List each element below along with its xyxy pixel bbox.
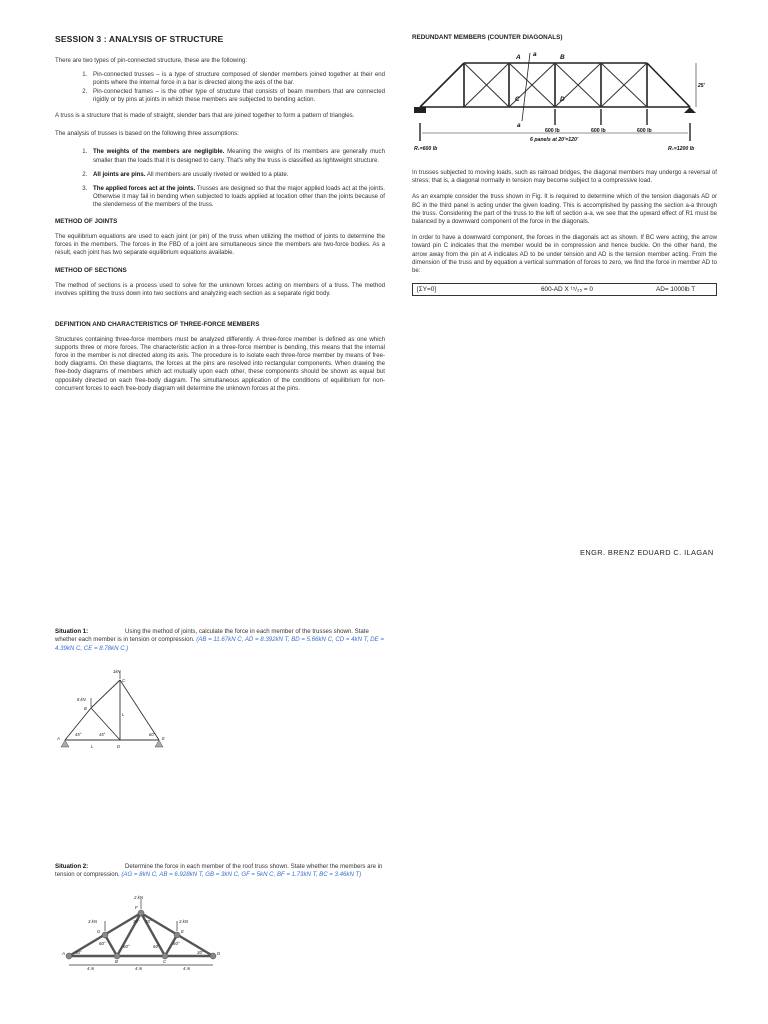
author-name: ENGR. BRENZ EDUARD C. ILAGAN (580, 548, 714, 557)
equation-expression: 600-AD X ¹⁵/₂₅ = 0 (541, 286, 593, 294)
node-label-e: E (181, 929, 184, 934)
angle-label: 30° (145, 919, 152, 924)
length-label: L (91, 744, 94, 749)
angle-label: 60° (153, 944, 160, 949)
load-g-label: 3 kN (88, 919, 98, 924)
situation-1-figure (55, 668, 170, 753)
method-of-sections-heading: METHOD OF SECTIONS (55, 267, 127, 275)
equation-box (412, 283, 717, 296)
angle-label: 60° (173, 941, 180, 946)
assumption-bold: All joints are pins. (93, 170, 146, 178)
load-f-label: 2 kN (134, 895, 144, 900)
node-label-a: A (516, 54, 521, 61)
situation-2-answer: (AG = 8kN C, AB = 6.928kN T, GB = 3kN C, GF = 5kN C, BF = 1.73kN T, BC = 3.46kN T) (121, 871, 362, 879)
left-column (55, 34, 385, 393)
node-label-b: B (115, 959, 118, 964)
angle-label: 60° (99, 941, 106, 946)
method-of-sections-text: The method of sections is a process used to solve for the unknown forces acting on members of a truss. The method involves splitting the truss down into two sections and analyzing each section as a separate rigid body. (55, 282, 385, 298)
bridge-truss-figure (412, 49, 717, 159)
node-label-b: B (84, 706, 87, 711)
equation-sum: [ΣY=0] (417, 286, 437, 294)
node-label-g: G (97, 929, 101, 934)
node-label-e: E (162, 736, 165, 741)
section-label: a (517, 122, 521, 129)
node-label-d: D (560, 96, 565, 103)
intro-text: There are two types of pin-connected structure, these are the following: (55, 57, 248, 64)
angle-label: 30° (133, 919, 140, 924)
r2-label: R₂=1200 lb (668, 146, 695, 152)
dimension-label: 4 m (183, 966, 191, 971)
node-label-a: A (57, 736, 60, 741)
node-label-c: C (515, 96, 520, 103)
three-force-text: Structures containing three-force members must be analyzed differently. A three-force member is defined as one which supports three or more forces. The characteristic action in a three-force member is bending, this means that the internal force in the member is not directed along its axis. The procedure is to isolate each three-force member by means of free-body diagrams. On these diagrams, the forces at the pins are resolved into rectangular components. When drawing the free-body diagrams of members which act mutually upon each other, these components should be shown as equal but oppositely directed on each free-body diagram. The simultaneous application of the conditions of equilibrium for non-concurrent forces to each free-body diagram will determine the unknown forces at the pins. (55, 335, 385, 392)
page-title: SESSION 3 : ANALYSIS OF STRUCTURE (55, 34, 224, 44)
load-c-label: 1kN (113, 669, 121, 674)
node-label-c: C (163, 959, 167, 964)
load-label: 600 lb (637, 128, 652, 134)
redundant-paragraph-3: In order to have a downward component, the forces in the diagonals act as shown. If BC were acting, the arrow toward pin C indicates that the member would be in compression and hence buckle. On the other hand, the arrow away from the pin at A indicates AD to be under tension and AD is the tension member acting. From the dimension of the truss and by equation a vertical summation of forces to zero, we find the force in member AD to be: (412, 234, 717, 275)
assumption-text: Trusses are designed so that the major applied loads act at the joints. Otherwise it may fail in bending when subjected to loads applied at location other than the joints because of the slenderness of the members of the truss. (93, 185, 385, 209)
length-label: L (122, 712, 125, 717)
equation-result: AD= 1000lb T (656, 286, 696, 294)
assumption-text: Meaning the weighs of its members are generally much smaller than the loads that it is designed to carry. That's why the truss is classified as lightweight structure. (93, 148, 385, 164)
list-item (89, 148, 385, 164)
list-item: 1. Pin-connected trusses – is a type of structure composed of slender members joined together at their end points where the internal force in a bar is directed along the axis of the bar. (89, 71, 385, 87)
assumptions-list (55, 148, 385, 209)
load-e-label: 3 kN (179, 919, 189, 924)
dimension-label: 4 m (135, 966, 143, 971)
situation-1-answer: (AB = 11.67kN C, AD = 8.392kN T, BD = 5.66kN C, CD = 4kN T, DE = 4.39kN C, CE = 8.78kN C.) (55, 636, 384, 652)
situation-2 (55, 863, 385, 880)
load-label: 600 lb (545, 128, 560, 134)
load-label: 600 lb (591, 128, 606, 134)
assumptions-intro: The analysis of trusses is based on the following three assumptions: (55, 130, 239, 138)
right-column (412, 34, 717, 296)
height-label: 25' (698, 83, 705, 89)
assumption-text: All members are usually riveted or welded to a plate. (145, 170, 289, 178)
angle-label: 45° (75, 732, 82, 737)
section-label: a (533, 51, 537, 58)
node-label-c: C (122, 678, 126, 683)
situation-1-label: Situation 1: (55, 628, 89, 635)
method-of-joints-text: The equilibrium equations are used to each joint (or pin) of the truss when utilizing the method of joints to determine the forces in the members. The forces in the FBD of a joint are simultaneous since the members are two-force bodies. As a result, each joint has two separate equilibrium equations available. (55, 232, 385, 257)
node-label-f: F (135, 905, 138, 910)
situation-2-figure (55, 893, 230, 973)
angle-label: 60° (123, 944, 130, 949)
redundant-heading: REDUNDANT MEMBERS (COUNTER DIAGONALS) (412, 34, 563, 41)
angle-label: 45° (99, 732, 106, 737)
redundant-paragraph-2: As an example consider the truss shown in Fig. It is required to determine which of the tension diagonals AD or BC in the third panel is acting under the given loading. This is accomplished by passing the section a-a through the truss. Considering the part of the truss to the left of section a-a, we see that the upward effect of R1 must be balanced by a downward component of the force in the diagonals. (412, 193, 717, 226)
assumption-bold: The weights of the members are negligible. (93, 148, 225, 156)
panels-label: 6 panels at 20'=120' (530, 137, 579, 143)
list-item: 2. Pin-connected frames – is the other type of structure that consists of beam members that are connected rigidly or by pins at joints in which these members are subjected to bending action. (89, 88, 385, 104)
situation-2-text: Determine the force in each member of the roof truss shown. State whether the members are in tension or compression. (55, 863, 383, 879)
method-of-joints-heading: METHOD OF JOINTS (55, 217, 118, 225)
situation-1-text: Using the method of joints, calculate the force in each member of the trusses shown. State whether each member is in tension or compression. (55, 628, 369, 644)
node-label-b: B (560, 54, 565, 61)
node-label-a: A (62, 951, 65, 956)
load-b-label: 8 kN (77, 697, 86, 702)
r1-label: R₁=600 lb (414, 146, 438, 152)
angle-label: 30° (197, 950, 204, 955)
truss-definition: A truss is a structure that is made of straight, slender bars that are joined together to form a pattern of triangles. (55, 112, 355, 120)
three-force-heading: DEFINITION AND CHARACTERISTICS OF THREE-FORCE MEMBERS (55, 320, 260, 328)
assumption-bold: The applied forces act at the joints. (93, 185, 196, 193)
dimension-label: 4 m (87, 966, 95, 971)
redundant-paragraph-1: In trusses subjected to moving loads, such as railroad bridges, the diagonal members may undergo a reversal of stress; that is, a diagonal normally in tension may become subject to a compressive load. (412, 169, 717, 185)
situation-2-label: Situation 2: (55, 863, 89, 870)
list-item (89, 171, 385, 179)
list-item (89, 185, 385, 210)
angle-label: 60° (149, 732, 156, 737)
node-label-d: D (117, 744, 121, 749)
node-label-d: D (217, 951, 221, 956)
structure-types-list (55, 71, 385, 104)
situation-1 (55, 628, 385, 653)
angle-label: 30° (75, 950, 82, 955)
